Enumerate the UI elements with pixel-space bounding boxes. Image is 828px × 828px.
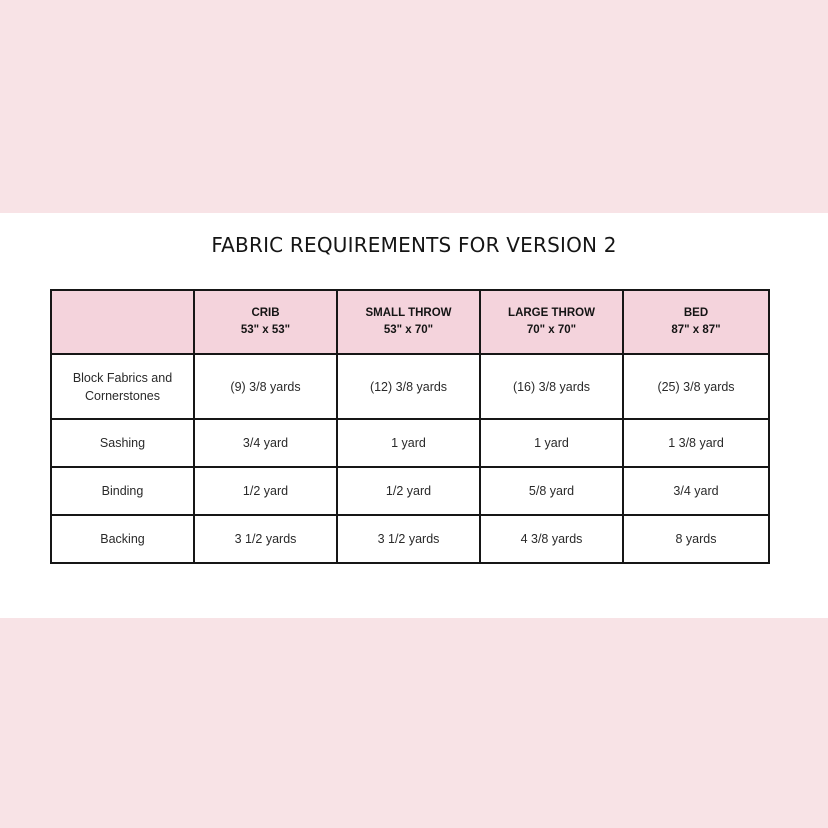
table-cell: 5/8 yard	[480, 467, 623, 515]
table-row	[51, 354, 769, 419]
column-name: SMALL THROW	[365, 307, 452, 319]
column-size: 70" x 70"	[526, 324, 577, 336]
header-corner-cell	[51, 290, 194, 354]
table-cell: 1/2 yard	[194, 467, 337, 515]
table-cell: (25) 3/8 yards	[623, 354, 769, 419]
table-cell: (16) 3/8 yards	[480, 354, 623, 419]
header-cell	[194, 290, 337, 354]
fabric-requirements-table	[50, 289, 770, 564]
header-cell	[480, 290, 623, 354]
header-cell	[623, 290, 769, 354]
column-size: 53" x 53"	[240, 324, 291, 336]
table-cell: 8 yards	[623, 515, 769, 563]
table-cell: 3/4 yard	[623, 467, 769, 515]
top-pink-band	[0, 0, 828, 213]
table-row	[51, 467, 769, 515]
table-cell: 1 3/8 yard	[623, 419, 769, 467]
row-label: Binding	[51, 467, 194, 515]
table-row	[51, 515, 769, 563]
table-cell: 1 yard	[337, 419, 480, 467]
table-cell: 1/2 yard	[337, 467, 480, 515]
bottom-pink-band	[0, 618, 828, 828]
table-cell: 3 1/2 yards	[337, 515, 480, 563]
table-cell: 1 yard	[480, 419, 623, 467]
table-cell: 3/4 yard	[194, 419, 337, 467]
column-name: CRIB	[251, 307, 280, 319]
table-row	[51, 419, 769, 467]
row-label: Block Fabrics and Cornerstones	[51, 354, 194, 419]
column-size: 53" x 70"	[383, 324, 434, 336]
column-name: LARGE THROW	[508, 307, 595, 319]
header-cell	[337, 290, 480, 354]
row-label: Sashing	[51, 419, 194, 467]
header-row	[51, 290, 769, 354]
row-label: Backing	[51, 515, 194, 563]
table-cell: 3 1/2 yards	[194, 515, 337, 563]
table-cell: (9) 3/8 yards	[194, 354, 337, 419]
page-title: FABRIC REQUIREMENTS FOR VERSION 2	[211, 233, 617, 257]
table-cell: 4 3/8 yards	[480, 515, 623, 563]
column-name: BED	[683, 307, 709, 319]
column-size: 87" x 87"	[671, 324, 721, 336]
table-cell: (12) 3/8 yards	[337, 354, 480, 419]
